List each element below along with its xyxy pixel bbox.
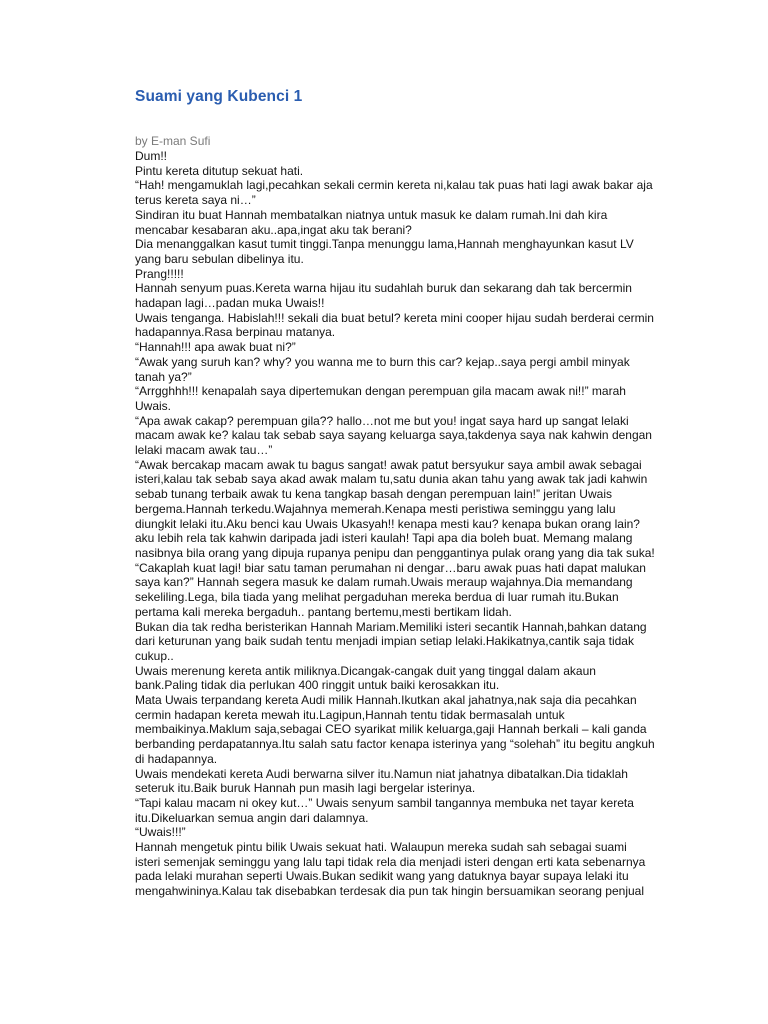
- text-line: tanah ya?”: [135, 369, 192, 384]
- text-line: diungkit lelaki itu.Aku benci kau Uwais Ukasyah!! kenapa mesti kau? kenapa bukan orang lain?: [135, 516, 640, 531]
- text-line: Uwais.: [135, 398, 172, 413]
- text-line: “Awak yang suruh kan? why? you wanna me to burn this car? kejap..saya pergi ambil minyak: [135, 354, 630, 369]
- text-line: itu.Dikeluarkan semua angin dari dalamnya.: [135, 810, 369, 825]
- text-line: Hannah senyum puas.Kereta warna hijau itu sudahlah buruk dan sekarang dah tak bercermin: [135, 281, 632, 296]
- text-line: saya kan?” Hannah segera masuk ke dalam rumah.Uwais meraup wajahnya.Dia memandang: [135, 575, 633, 590]
- text-line: mengahwininya.Kalau tak disebabkan terdesak dia pun tak hingin bersuamikan seorang penjual: [135, 884, 645, 899]
- text-line: bank.Paling tidak dia perlukan 400 ringgit untuk baiki kerosakkan itu.: [135, 678, 500, 693]
- text-line: pertama kali mereka bergaduh.. pantang bertemu,mesti bertikam lidah.: [135, 604, 512, 619]
- text-line: terus kereta saya ni…”: [135, 193, 256, 208]
- text-line: Pintu kereta ditutup sekuat hati.: [135, 163, 304, 178]
- text-line: berbanding perdapatannya.Itu salah satu factor kenapa isterinya yang “solehah” itu begitu angkuh: [135, 737, 655, 752]
- text-line: Dum!!: [135, 149, 168, 163]
- text-line: bergema.Hannah terkedu.Wajahnya memerah.Kenapa mesti peristiwa seminggu yang lalu: [135, 501, 616, 516]
- text-line: Dia menanggalkan kasut tumit tinggi.Tanpa menunggu lama,Hannah menghayunkan kasut LV: [135, 237, 634, 252]
- text-line: sebab tunang terbaik awak tu kena tangkap basah dengan perempuan lain!” jeritan Uwais: [135, 487, 612, 502]
- text-line: “Apa awak cakap? perempuan gila?? hallo…not me but you! ingat saya hard up sangat lelaki: [135, 413, 629, 428]
- text-line: cermin hadapan kereta mewah itu.Lagipun,Hannah tentu tidak bermasalah untuk: [135, 707, 565, 722]
- text-line: “Awak bercakap macam awak tu bagus sangat! awak patut bersyukur saya ambil awak sebagai: [135, 457, 642, 472]
- text-line: sekeliling.Lega, bila tiada yang melihat pergaduhan mereka berdua di luar rumah itu.Bukan: [135, 590, 619, 605]
- text-line: Prang!!!!!: [135, 266, 184, 281]
- text-line: lelaki macam awak tau…”: [135, 443, 273, 458]
- text-line: Hannah mengetuk pintu bilik Uwais sekuat hati. Walaupun mereka sudah sah sebagai suami: [135, 840, 627, 855]
- author-byline: by E-man Sufi: [135, 134, 211, 148]
- text-line: “Arrgghhh!!! kenapalah saya dipertemukan dengan perempuan gila macam awak ni!!” marah: [135, 384, 626, 399]
- text-line: macam awak ke? kalau tak sebab saya sayang keluarga saya,takdenya saya nak kahwin dengan: [135, 428, 652, 443]
- text-line: aku lebih rela tak kahwin daripada jadi isteri kaulah! Tapi apa dia boleh buat. Memang malang: [135, 531, 633, 546]
- text-line: “Hah! mengamuklah lagi,pecahkan sekali cermin kereta ni,kalau tak puas hati lagi awak bakar aja: [135, 178, 653, 193]
- text-line: Sindiran itu buat Hannah membatalkan niatnya untuk masuk ke dalam rumah.Ini dah kira: [135, 207, 608, 222]
- text-line: yang baru sebulan dibelinya itu.: [135, 251, 304, 266]
- document-title: Suami yang Kubenci 1: [135, 88, 303, 105]
- text-line: seteruk itu.Baik buruk Hannah pun masih lagi bergelar isterinya.: [135, 781, 476, 796]
- text-line: isteri semenjak seminggu yang lalu tapi tidak rela dia menjadi isteri dengan erti kata sebenarnya: [135, 854, 646, 869]
- text-line: cukup..: [135, 648, 174, 663]
- text-line: “Uwais!!!”: [135, 825, 186, 840]
- text-line: Uwais mendekati kereta Audi berwarna silver itu.Namun niat jahatnya dibatalkan.Dia tidaklah: [135, 766, 628, 781]
- text-line: membaikinya.Maklum saja,sebagai CEO syarikat milik keluarga,gaji Hannah berkali – kali ganda: [135, 722, 647, 737]
- text-line: mencabar kesabaran aku..apa,ingat aku tak berani?: [135, 222, 412, 237]
- text-line: isteri,kalau tak sebab saya akad awak malam tu,satu dunia akan tahu yang awak tak jadi kahwin: [135, 472, 648, 487]
- text-line: Bukan dia tak redha beristerikan Hannah Mariam.Memiliki isteri secantik Hannah,bahkan datang: [135, 619, 647, 634]
- text-line: Uwais merenung kereta antik miliknya.Dicangak-cangak duit yang tinggal dalam akaun: [135, 663, 596, 678]
- text-line: Mata Uwais terpandang kereta Audi milik Hannah.Ikutkan akal jahatnya,nak saja dia pecahkan: [135, 693, 637, 708]
- text-line: dari keturunan yang baik sudah tentu menjadi impian setiap lelaki.Hakikatnya,cantik saja tidak: [135, 634, 634, 649]
- text-line: “Cakaplah kuat lagi! biar satu taman perumahan ni dengar…baru awak puas hati dapat malukan: [135, 560, 646, 575]
- text-line: Uwais tenganga. Habislah!!! sekali dia buat betul? kereta mini cooper hijau sudah berderai cermin: [135, 310, 654, 325]
- text-line: pada lelaki murahan seperti Uwais.Bukan sedikit wang yang datuknya bayar supaya lelaki itu: [135, 869, 629, 884]
- story-body: [135, 149, 695, 899]
- text-line: “Hannah!!! apa awak buat ni?”: [135, 340, 296, 355]
- text-line: “Tapi kalau macam ni okey kut…” Uwais senyum sambil tangannya membuka net tayar kereta: [135, 795, 634, 810]
- text-line: hadapan lagi…padan muka Uwais!!: [135, 296, 325, 311]
- text-line: hadapannya.Rasa berpinau matanya.: [135, 325, 336, 340]
- text-line: nasibnya bila orang yang dipuja rupanya penipu dan penggantinya pulak orang yang dia tak suka!: [135, 545, 655, 560]
- text-line: di hadapannya.: [135, 751, 218, 766]
